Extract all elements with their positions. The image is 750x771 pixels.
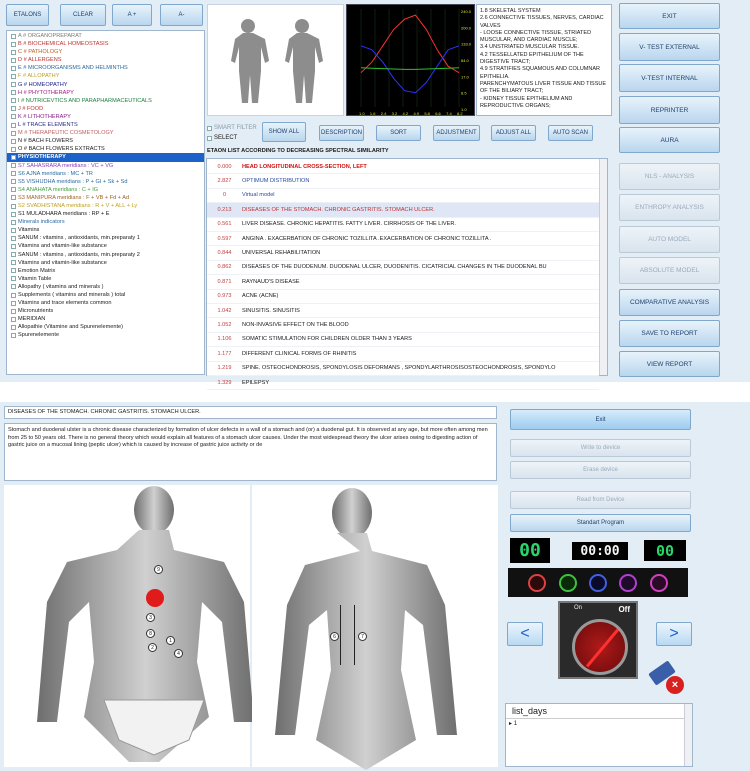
tree-item[interactable]: [7, 291, 204, 299]
tree-item-checkbox[interactable]: [11, 252, 16, 257]
chart-y-tick: 1.0: [461, 107, 467, 112]
tree-item-label: I # NUTRICEVTICS AND PARAPHARMACEUTICALS: [18, 97, 152, 104]
back-point-marker[interactable]: 7: [358, 632, 367, 641]
tree-item[interactable]: [7, 251, 204, 259]
etaon-list-header: ETAON LIST ACCORDING TO DECREASING SPECTRAL SIMILARITY: [207, 148, 389, 154]
nls-analysis-button[interactable]: NLS - ANALYSIS: [619, 163, 720, 190]
stomach-target-marker: [146, 589, 164, 607]
tree-item-checkbox[interactable]: [11, 228, 16, 233]
chart-y-tick: 240.0: [461, 9, 472, 14]
row-value: 1.042: [217, 307, 232, 314]
row-value: 0.000: [217, 163, 232, 170]
chart-y-tick: 133.0: [461, 41, 472, 47]
row-value: 0.871: [217, 278, 232, 285]
tree-item-label: SANUM : vitamins , antioxidants, min.preparaty 2: [18, 251, 140, 258]
tree-item-checkbox[interactable]: [11, 114, 16, 119]
tree-item-label: Spurenelemente: [18, 332, 60, 339]
tree-item-checkbox[interactable]: [11, 293, 16, 298]
color-led-strip: [508, 568, 688, 597]
device-exit-button[interactable]: Exit: [510, 409, 691, 430]
tree-item-label: E # MICROORGANISMS AND HELMINTHS: [18, 65, 128, 72]
tree-item-label: G # HOMEOPATHY: [18, 81, 68, 88]
info-line: 4.2 TESSELLATED EPITHELIUM OF THE DIGESTIVE TRACT;: [480, 51, 584, 66]
tree-item[interactable]: [7, 170, 204, 178]
row-value: 0: [222, 192, 227, 199]
adjust-all-button[interactable]: ADJUST ALL: [491, 125, 536, 141]
tree-item-label: A # ORGANOPREPARAT: [18, 33, 82, 39]
tree-item-label: C # PATHOLOGY: [18, 49, 63, 56]
table-row[interactable]: [207, 203, 599, 217]
chart-y-tick: 84.0: [461, 58, 469, 63]
back-point-marker[interactable]: 6: [330, 632, 339, 641]
tree-item-checkbox[interactable]: [11, 268, 16, 273]
table-row[interactable]: [207, 160, 599, 174]
row-value: 0.844: [217, 250, 232, 257]
info-line: - KIDNEY TISSUE EPITHELIUM AND REPRODUCTIVE ORGANS;: [480, 95, 573, 109]
tree-item-label: MERIDIAN: [18, 316, 46, 323]
font-increase-button[interactable]: A +: [112, 4, 152, 26]
tree-item-checkbox[interactable]: [11, 276, 16, 281]
row-value: 1.052: [217, 322, 232, 329]
tree-item[interactable]: [7, 323, 204, 331]
row-name: LIVER DISEASE. CHRONIC HEPATITIS. FATTY LIVER. CIRRHOSIS OF THE LIVER.: [242, 221, 456, 228]
tree-item[interactable]: [7, 89, 204, 97]
back-body-image: [252, 485, 498, 767]
tree-item[interactable]: [7, 32, 204, 40]
tree-item-checkbox[interactable]: [11, 204, 16, 209]
tree-item[interactable]: [7, 226, 204, 234]
tree-item-checkbox[interactable]: [11, 171, 16, 176]
tree-item[interactable]: [7, 56, 204, 64]
row-name: HEAD LONGITUDINAL CROSS-SECTION, LEFT: [242, 163, 367, 170]
counter-right-display: 00: [644, 540, 686, 561]
usb-disconnected-icon: ×: [648, 662, 686, 696]
info-line: 1.8 SKELETAL SYSTEM: [480, 8, 541, 14]
row-name: NON-INVASIVE EFFECT ON THE BLOOD: [242, 322, 349, 329]
tree-item-label: PHYSIOTHERAPY: [18, 154, 66, 161]
row-name: EPILEPSY: [242, 379, 270, 386]
table-row[interactable]: [207, 318, 599, 332]
list-days-header: list_days: [512, 706, 548, 716]
table-row[interactable]: [207, 333, 599, 347]
tree-item-label: S7 SAHASRARA meridians : VC + VG: [18, 162, 114, 169]
violet-led-icon[interactable]: [619, 574, 637, 592]
green-led-icon[interactable]: [559, 574, 577, 592]
power-dial-icon[interactable]: [572, 619, 628, 675]
row-name: UNIVERSAL REHABILITATION: [242, 250, 321, 257]
tree-item[interactable]: [7, 210, 204, 218]
auto-model-button[interactable]: AUTO MODEL: [619, 226, 720, 253]
tree-item-label: Vitamin Table: [18, 275, 52, 282]
list-days-scrollbar[interactable]: [684, 704, 692, 766]
prev-button[interactable]: <: [507, 622, 543, 646]
save-to-report-button[interactable]: SAVE TO REPORT: [619, 320, 720, 347]
row-name: DIFFERENT CLINICAL FORMS OF RHINITIS: [242, 350, 357, 357]
switch-on-label: On: [574, 605, 583, 611]
list-days-grid[interactable]: [505, 703, 693, 767]
row-value: 2.827: [217, 178, 232, 185]
tree-item[interactable]: [7, 40, 204, 48]
tree-item-checkbox[interactable]: [11, 139, 16, 144]
font-decrease-button[interactable]: A-: [160, 4, 203, 26]
table-row[interactable]: [207, 362, 599, 376]
tree-item-label: F # ALLOPATHY: [18, 73, 60, 80]
tree-item[interactable]: [7, 242, 204, 250]
tree-item-checkbox[interactable]: [11, 195, 16, 200]
chart-x-tick: 1.0: [359, 111, 365, 116]
adjustment-button[interactable]: ADJUSTMENT: [433, 125, 480, 141]
tree-item[interactable]: [7, 194, 204, 202]
front-point-marker[interactable]: 1: [166, 636, 175, 645]
sort-button[interactable]: SORT: [376, 125, 421, 141]
tree-item[interactable]: [7, 299, 204, 307]
front-point-marker[interactable]: 9: [154, 565, 163, 574]
row-value: 1.219: [217, 365, 232, 372]
power-switch[interactable]: [558, 601, 638, 679]
magenta-led-icon[interactable]: [650, 574, 668, 592]
table-row[interactable]: [207, 189, 599, 203]
results-list[interactable]: [206, 158, 608, 386]
blue-led-icon[interactable]: [589, 574, 607, 592]
table-row[interactable]: [207, 218, 599, 232]
tree-item-checkbox[interactable]: [11, 90, 16, 95]
tree-item-checkbox[interactable]: [11, 163, 16, 168]
table-row[interactable]: [207, 232, 599, 246]
results-scrollbar[interactable]: [599, 159, 607, 375]
smart-filter-label: SMART FILTER: [214, 125, 257, 131]
info-line: 3.4 UNSTRIATED MUSCULAR TISSUE.: [480, 44, 580, 51]
tree-item-label: D # ALLERGENS: [18, 57, 62, 64]
tree-item[interactable]: [7, 259, 204, 267]
body-preview: [207, 4, 344, 116]
row-value: 0.973: [217, 293, 232, 300]
info-line: 4.9 STRATIFIES SQUAMOUS AND COLUMNAR EPITHELIA.: [480, 66, 601, 80]
category-tree[interactable]: [6, 30, 205, 375]
tree-item-checkbox[interactable]: [11, 58, 16, 63]
chart-x-tick: 3.2: [391, 111, 398, 116]
enthropy-analysis-button[interactable]: ENTHROPY ANALYSIS: [619, 194, 720, 221]
tree-item[interactable]: [7, 331, 204, 339]
back-figure-icon: [285, 19, 323, 103]
row-name: OPTIMUM DISTRIBUTION: [242, 178, 310, 185]
row-name: DISEASES OF THE DUODENUM. DUODENAL ULCER, DUODENITIS. CICATRICIAL CHANGES IN THE DUODENAL BU: [242, 264, 547, 271]
row-value: 0.213: [217, 206, 232, 213]
tree-item-checkbox[interactable]: [11, 106, 16, 111]
tree-item-checkbox[interactable]: [11, 236, 16, 241]
table-row[interactable]: [207, 376, 599, 390]
tree-item-checkbox[interactable]: [11, 333, 16, 338]
red-led-icon[interactable]: [528, 574, 546, 592]
tree-item-checkbox[interactable]: [11, 260, 16, 265]
tree-item-checkbox[interactable]: [11, 131, 16, 136]
table-row[interactable]: [207, 290, 599, 304]
row-value: 1.329: [217, 379, 232, 386]
absolute-model-button[interactable]: ABSOLUTE MODEL: [619, 257, 720, 284]
v-test-external-button[interactable]: V- TEST EXTERNAL: [619, 33, 720, 61]
front-point-marker[interactable]: 8: [146, 629, 155, 638]
tree-item[interactable]: [7, 307, 204, 315]
etalons-button[interactable]: ETALONS: [6, 4, 49, 26]
tree-item-label: Allopathy ( vitamins and minerals ): [18, 283, 104, 290]
tree-item-label: J # FOOD: [18, 105, 44, 112]
tree-item[interactable]: [7, 137, 204, 145]
timer-display: 00:00: [572, 542, 628, 560]
tree-item-checkbox[interactable]: [11, 179, 16, 184]
read-from-device-button[interactable]: Read from Device: [510, 491, 691, 509]
row-name: ACNE (ACNE): [242, 293, 279, 300]
front-figure-icon: [231, 19, 269, 103]
tree-item-label: S6 AJNA meridians : MC + TR: [18, 170, 93, 177]
info-line: 2.6 CONNECTIVE TISSUES, NERVES, CARDIAC VALVES: [480, 15, 604, 29]
tree-item[interactable]: [7, 48, 204, 56]
row-name: SOMATIC STIMULATION FOR CHILDREN OLDER THAN 3 YEARS: [242, 336, 412, 343]
tree-item[interactable]: [7, 267, 204, 275]
tree-item[interactable]: [7, 153, 204, 161]
reprinter-button[interactable]: REPRINTER: [619, 96, 720, 124]
front-point-marker[interactable]: 3: [146, 613, 155, 622]
tree-item[interactable]: [7, 64, 204, 72]
tree-item[interactable]: [7, 162, 204, 170]
tree-item-label: B # BIOCHEMICAL HOMEOSTASIS: [18, 41, 109, 48]
tree-item-checkbox[interactable]: [11, 66, 16, 71]
tree-item[interactable]: [7, 186, 204, 194]
chart-x-tick: 7.4: [446, 111, 452, 116]
v-test-internal-button[interactable]: V-TEST INTERNAL: [619, 64, 720, 92]
chart-x-tick: 4.2: [402, 111, 409, 116]
tree-item-label: N # BACH FLOWERS: [18, 138, 74, 145]
info-line: - LOOSE CONNECTIVE TISSUE, STRIATED MUSCULAR, AND CARDIAC MUSCLE;: [480, 29, 592, 44]
smart-filter-checkbox[interactable]: [207, 125, 257, 131]
tree-item-checkbox[interactable]: [11, 74, 16, 79]
tree-item-label: Supplements ( vitamins and minerals ) total: [18, 292, 126, 298]
tree-item-checkbox[interactable]: [11, 98, 16, 103]
auto-scan-button[interactable]: AUTO SCAN: [548, 125, 593, 141]
select-checkbox[interactable]: [207, 135, 237, 141]
erase-device-button[interactable]: Erase device: [510, 461, 691, 479]
tree-item-label: Micronutrients: [18, 308, 54, 315]
tree-item-label: H # PHYTOTHERAPY: [18, 89, 74, 96]
row-value: 0.862: [217, 264, 232, 271]
tree-item-label: S4 ANAHATA meridians : C + IG: [18, 186, 99, 193]
tree-item-checkbox[interactable]: [11, 34, 16, 39]
tree-item-label: Vitamins and trace elements common: [18, 300, 112, 307]
tree-item-checkbox[interactable]: [11, 325, 16, 330]
chart-series-line: [361, 68, 459, 70]
back-arrow-right-icon: [354, 605, 355, 665]
tree-item-label: S1 MULADHARA meridians : RP + E: [18, 211, 110, 218]
tree-item-checkbox[interactable]: [11, 284, 16, 289]
view-report-button[interactable]: VIEW REPORT: [619, 351, 720, 377]
tree-item-checkbox[interactable]: [11, 42, 16, 47]
tree-item-checkbox[interactable]: [11, 147, 16, 152]
chart-x-tick: 8.2: [457, 111, 463, 116]
tree-item[interactable]: [7, 121, 204, 129]
info-textbox: [476, 4, 612, 116]
tree-item[interactable]: [7, 275, 204, 283]
table-row[interactable]: [207, 275, 599, 289]
list-days-header-line: [506, 718, 684, 719]
tree-item[interactable]: [7, 113, 204, 121]
tree-item[interactable]: [7, 218, 204, 226]
tree-item[interactable]: [7, 105, 204, 113]
tree-item-checkbox[interactable]: [11, 212, 16, 217]
tree-item[interactable]: [7, 234, 204, 242]
table-row[interactable]: [207, 304, 599, 318]
tree-item-label: Allopathie (Vitamine and Spurenelemente): [18, 324, 124, 331]
tree-item-label: Minerals indicators: [18, 219, 65, 226]
tree-item-checkbox[interactable]: [11, 301, 16, 306]
chart-y-tick: 17.0: [461, 74, 469, 80]
tree-item[interactable]: [7, 178, 204, 186]
tree-item-checkbox[interactable]: [11, 187, 16, 192]
show-all-button[interactable]: SHOW ALL: [262, 122, 306, 142]
tree-item-checkbox[interactable]: [11, 244, 16, 249]
tree-item-label: K # LITHOTHERAPY: [18, 113, 71, 120]
smart-filter-check[interactable]: [207, 126, 212, 131]
front-point-marker[interactable]: 4: [174, 649, 183, 658]
row-name: RAYNAUD'S DISEASE: [242, 278, 300, 285]
chart-x-tick: 4.9: [413, 111, 420, 116]
spectral-chart: [346, 4, 475, 116]
select-check[interactable]: [207, 136, 212, 141]
select-label: SELECT: [214, 135, 238, 141]
tree-item-label: L # TRACE ELEMENTS: [18, 122, 78, 129]
table-row[interactable]: [207, 174, 599, 188]
tree-item-checkbox[interactable]: [11, 309, 16, 314]
tree-item-label: O # BACH FLOWERS EXTRACTS: [18, 146, 105, 153]
tree-item-label: S2 SVADHISTANA meridians : R + V + ALL + Ly: [18, 202, 138, 209]
table-row[interactable]: [207, 261, 599, 275]
tree-item[interactable]: [7, 97, 204, 105]
tree-item-label: Emotion Matrix: [18, 267, 56, 274]
tree-item-label: Vitamins and vitamin-like substance: [18, 259, 107, 266]
info-line: PARENCHYMATOUS LIVER TISSUE AND TISSUE OF THE BILIARY TRACT;: [480, 80, 607, 95]
tree-item-checkbox[interactable]: [11, 123, 16, 128]
standart-program-button[interactable]: Standart Program: [510, 514, 691, 532]
chart-y-tick: 200.0: [461, 25, 472, 31]
row-name: SPINE. OSTEOCHONDROSIS, SPONDYLOSIS DEFORMANS , SPONDYLARTHROSISOSTEOCHONDROSIS, SPONDYLO: [242, 365, 556, 372]
tree-item[interactable]: [7, 202, 204, 210]
tree-item[interactable]: [7, 129, 204, 137]
write-to-device-button[interactable]: Write to device: [510, 439, 691, 457]
clear-button[interactable]: CLEAR: [60, 4, 106, 26]
tree-item-label: S3 MANIPURA meridians : F + VB + Fd + Ad: [18, 194, 130, 201]
tree-item-label: Vitamins: [18, 227, 40, 234]
disease-description: Stomach and duodenal ulster is a chronic disease characterized by formation of ulcer defects in a wall of a stomach and (or) a duodenal gut. It is observed at any age, but more often among men from 25 to 50 years old. There is no general theory which would explain all features of a stomach ulcer causes. Under the most widespread theory the ulcer arises owing to digesting action of gastric juice on a mucosal lining (peptic ulcer) which is caused by increase of gastric juice activity or de: [4, 423, 497, 481]
row-name: DISEASES OF THE STOMACH. CHRONIC GASTRITIS. STOMACH ULCER.: [242, 206, 435, 213]
back-arrow-left-icon: [340, 605, 341, 665]
chart-x-tick: 5.8: [424, 111, 430, 116]
disease-title-field: DISEASES OF THE STOMACH. CHRONIC GASTRITIS. STOMACH ULCER.: [4, 406, 497, 419]
tree-item[interactable]: [7, 81, 204, 89]
tree-item[interactable]: [7, 145, 204, 153]
row-value: 1.177: [217, 350, 232, 357]
list-days-row[interactable]: ▸ 1: [509, 721, 518, 727]
tree-item-checkbox[interactable]: [11, 82, 16, 87]
chart-x-tick: 2.4: [380, 111, 387, 116]
next-button[interactable]: >: [656, 622, 692, 646]
switch-off-label: Off: [618, 605, 630, 614]
row-value: 1.106: [217, 336, 232, 343]
tree-item-label: SANUM : vitamins , antioxidants, min.preparaty 1: [18, 235, 140, 242]
tree-item[interactable]: [7, 72, 204, 80]
chart-x-tick: 1.6: [369, 111, 376, 116]
comparative-analysis-button[interactable]: COMPARATIVE ANALYSIS: [619, 289, 720, 316]
row-name: Virtual model: [242, 192, 275, 199]
tree-item[interactable]: [7, 315, 204, 323]
exit-button[interactable]: EXIT: [619, 3, 720, 29]
tree-item-checkbox[interactable]: [11, 155, 16, 160]
description-button[interactable]: DESCRIPTION: [319, 125, 364, 141]
front-body-image: [4, 485, 250, 767]
tree-item-label: M # THERAPEUTIC COSMETOLOGY: [18, 130, 114, 137]
counter-left-display: 00: [510, 538, 550, 563]
table-row[interactable]: [207, 246, 599, 260]
front-point-marker[interactable]: 2: [148, 643, 157, 652]
row-value: 0.561: [217, 221, 232, 228]
tree-item-label: Vitamins and vitamin-like substance: [18, 243, 107, 250]
chart-x-tick: 6.6: [435, 111, 441, 116]
row-name: ANGINA . EXACERBATION OF CHRONIC TOZILLITA .EXACERBATION OF CHRONIC TOZILLITA .: [242, 235, 492, 242]
tree-item-checkbox[interactable]: [11, 50, 16, 55]
chart-y-tick: 8.5: [461, 90, 467, 96]
tree-item-label: S5 VISHUDHA meridians : P + GI + Sk + Sd: [18, 178, 128, 185]
row-value: 0.597: [217, 235, 232, 242]
tree-item-checkbox[interactable]: [11, 220, 16, 225]
chart-series-line: [361, 15, 459, 73]
tree-item-checkbox[interactable]: [11, 317, 16, 322]
tree-item[interactable]: [7, 283, 204, 291]
aura-button[interactable]: AURA: [619, 127, 720, 153]
table-row[interactable]: [207, 347, 599, 361]
row-name: SINUSITIS. SINUSITIS: [242, 307, 300, 314]
